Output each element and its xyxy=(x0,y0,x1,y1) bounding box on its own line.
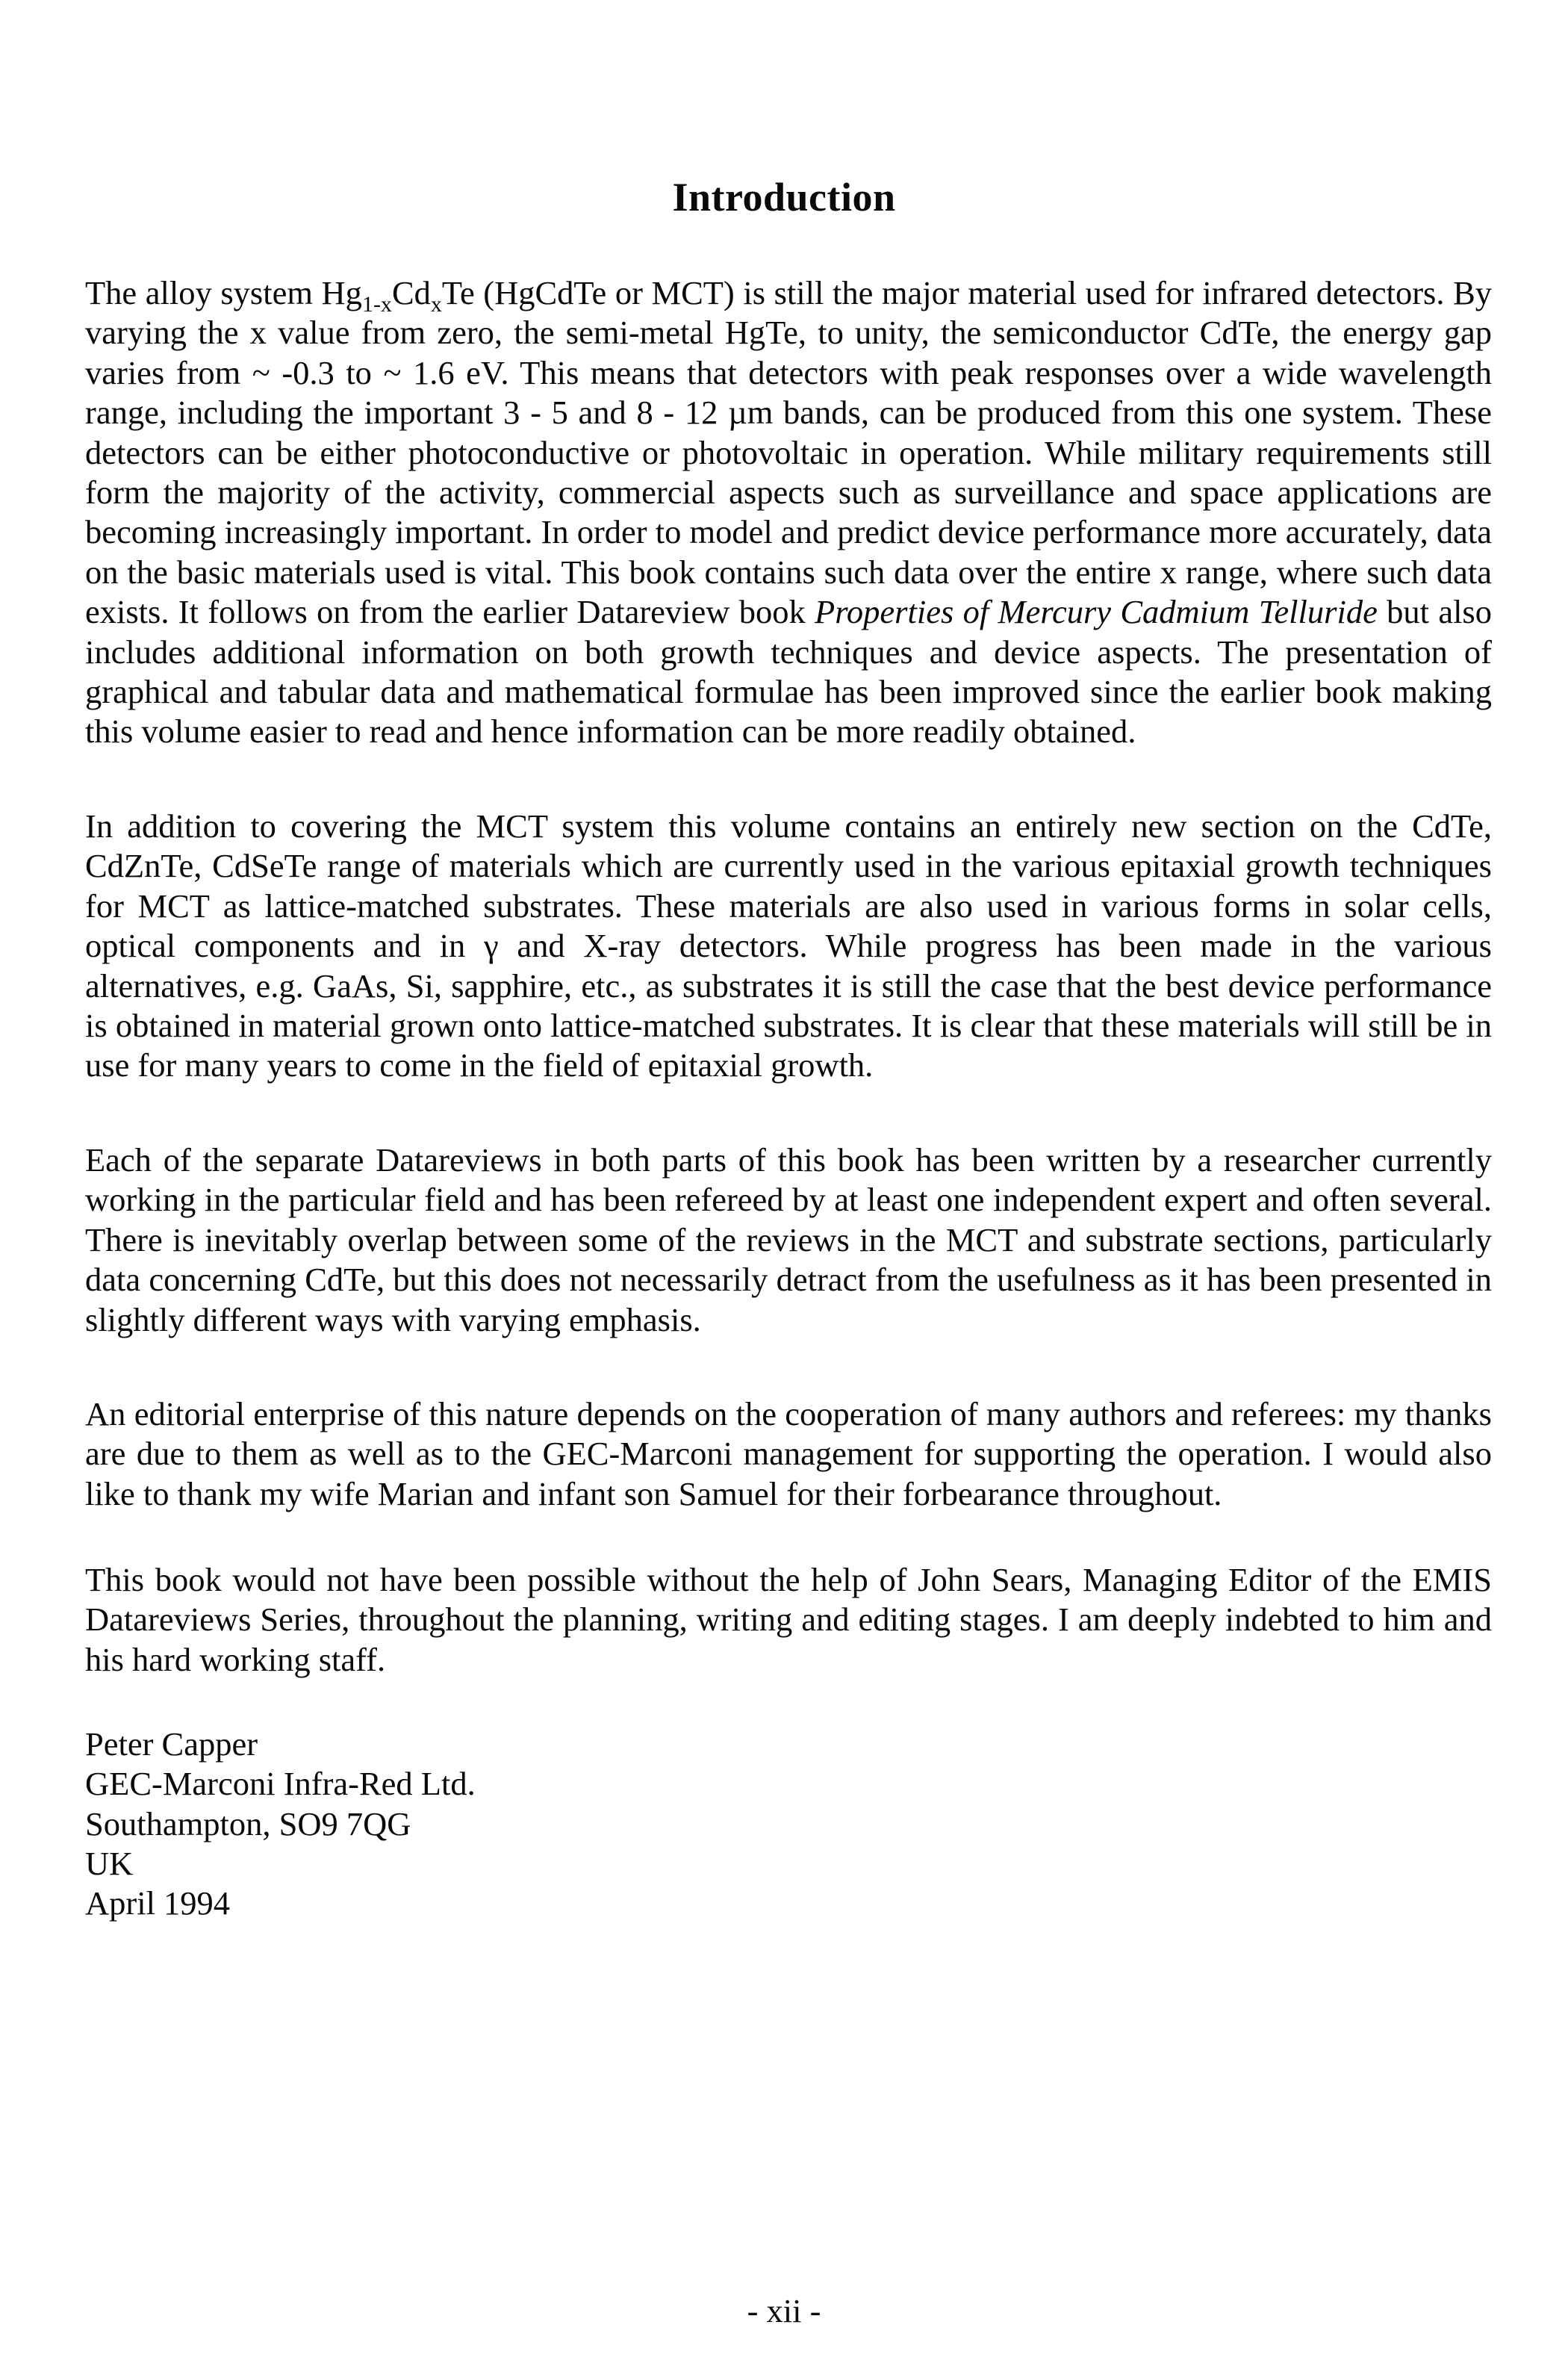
book-title-italic: Properties of Mercury Cadmium Telluride xyxy=(815,593,1378,631)
subscript-x: x xyxy=(430,292,442,317)
paragraph-substrates: In addition to covering the MCT system this volume contains an entirely new section on the CdTe, CdZnTe, CdSeTe range of materials which are currently used in the various epitaxial growth techniques for MCT as lattice-matched substrates. These materials are also used in various forms in solar cells, optical components and in γ and X-ray detectors. While progress has been made in the various alternatives, e.g. GaAs, Si, sapphire, etc., as substrates it is still the case that the best device performance is obtained in material grown onto lattice-matched substrates. It is clear that these materials will still be in use for many years to come in the field of epitaxial growth. xyxy=(85,807,1492,1084)
paragraph-acknowledgements: An editorial enterprise of this nature depends on the cooperation of many authors and referees: my thanks are due to them as well as to the GEC-Marconi management for supporting the operation. I would also like to thank my wife Marian and infant son Samuel for their forbearance throughout. xyxy=(85,1395,1492,1512)
signature-date: April 1994 xyxy=(85,1884,231,1922)
author-name: Peter Capper xyxy=(85,1725,258,1763)
paragraph-intro xyxy=(85,273,1492,752)
signature-block xyxy=(85,1724,476,1884)
author-country: UK xyxy=(85,1845,134,1883)
paragraph-thanks-editor: This book would not have been possible without the help of John Sears, Managing Editor of the EMIS Datareviews Series, throughout the planning, writing and editing stages. I am deeply indebted to him and his hard working staff. xyxy=(85,1561,1492,1678)
author-organization: GEC-Marconi Infra-Red Ltd. xyxy=(85,1765,476,1803)
p1-lead: The alloy system Hg xyxy=(85,274,362,311)
paragraph-datareviews: Each of the separate Datareviews in both parts of this book has been written by a researcher currently working in the particular field and has been refereed by at least one independent expert and often several. There is inevitably overlap between some of the reviews in the MCT and substrate sections, particularly data concerning CdTe, but this does not necessarily detract from the usefulness as it has been presented in slightly different ways with varying emphasis. xyxy=(85,1141,1492,1338)
page-title: Introduction xyxy=(672,175,896,220)
p1-body: Te (HgCdTe or MCT) is still the major material used for infrared detectors. By varying the x value from zero, the semi-metal HgTe, to unity, the semiconductor CdTe, the energy gap varies from ~ -0.3 to ~ 1.6 eV. This means that detectors with peak responses over a wide wavelength range, including the important 3 - 5 and 8 - 12 µm bands, can be produced from this one system. These detectors can be either photoconductive or photovoltaic in operation. While military requirements still form the majority of the activity, commercial aspects such as surveillance and space applications are becoming increasingly important. In order to model and predict device performance more accurately, data on the basic materials used is vital. This book contains such data over the entire x range, where such data exists. It follows on from the earlier Datareview book xyxy=(85,274,1492,631)
subscript-1-x: 1-x xyxy=(361,292,392,317)
author-city: Southampton, SO9 7QG xyxy=(85,1804,411,1842)
page-number: - xii - xyxy=(747,2292,821,2329)
p1-mid: Cd xyxy=(391,274,431,311)
p1-tail: but also includes additional information on both growth techniques and device aspects. The presentation of graphical and tabular data and mathematical formulae has been improved since the earlier book making this volume easier to read and hence information can be more readily obtained. xyxy=(85,593,1492,751)
